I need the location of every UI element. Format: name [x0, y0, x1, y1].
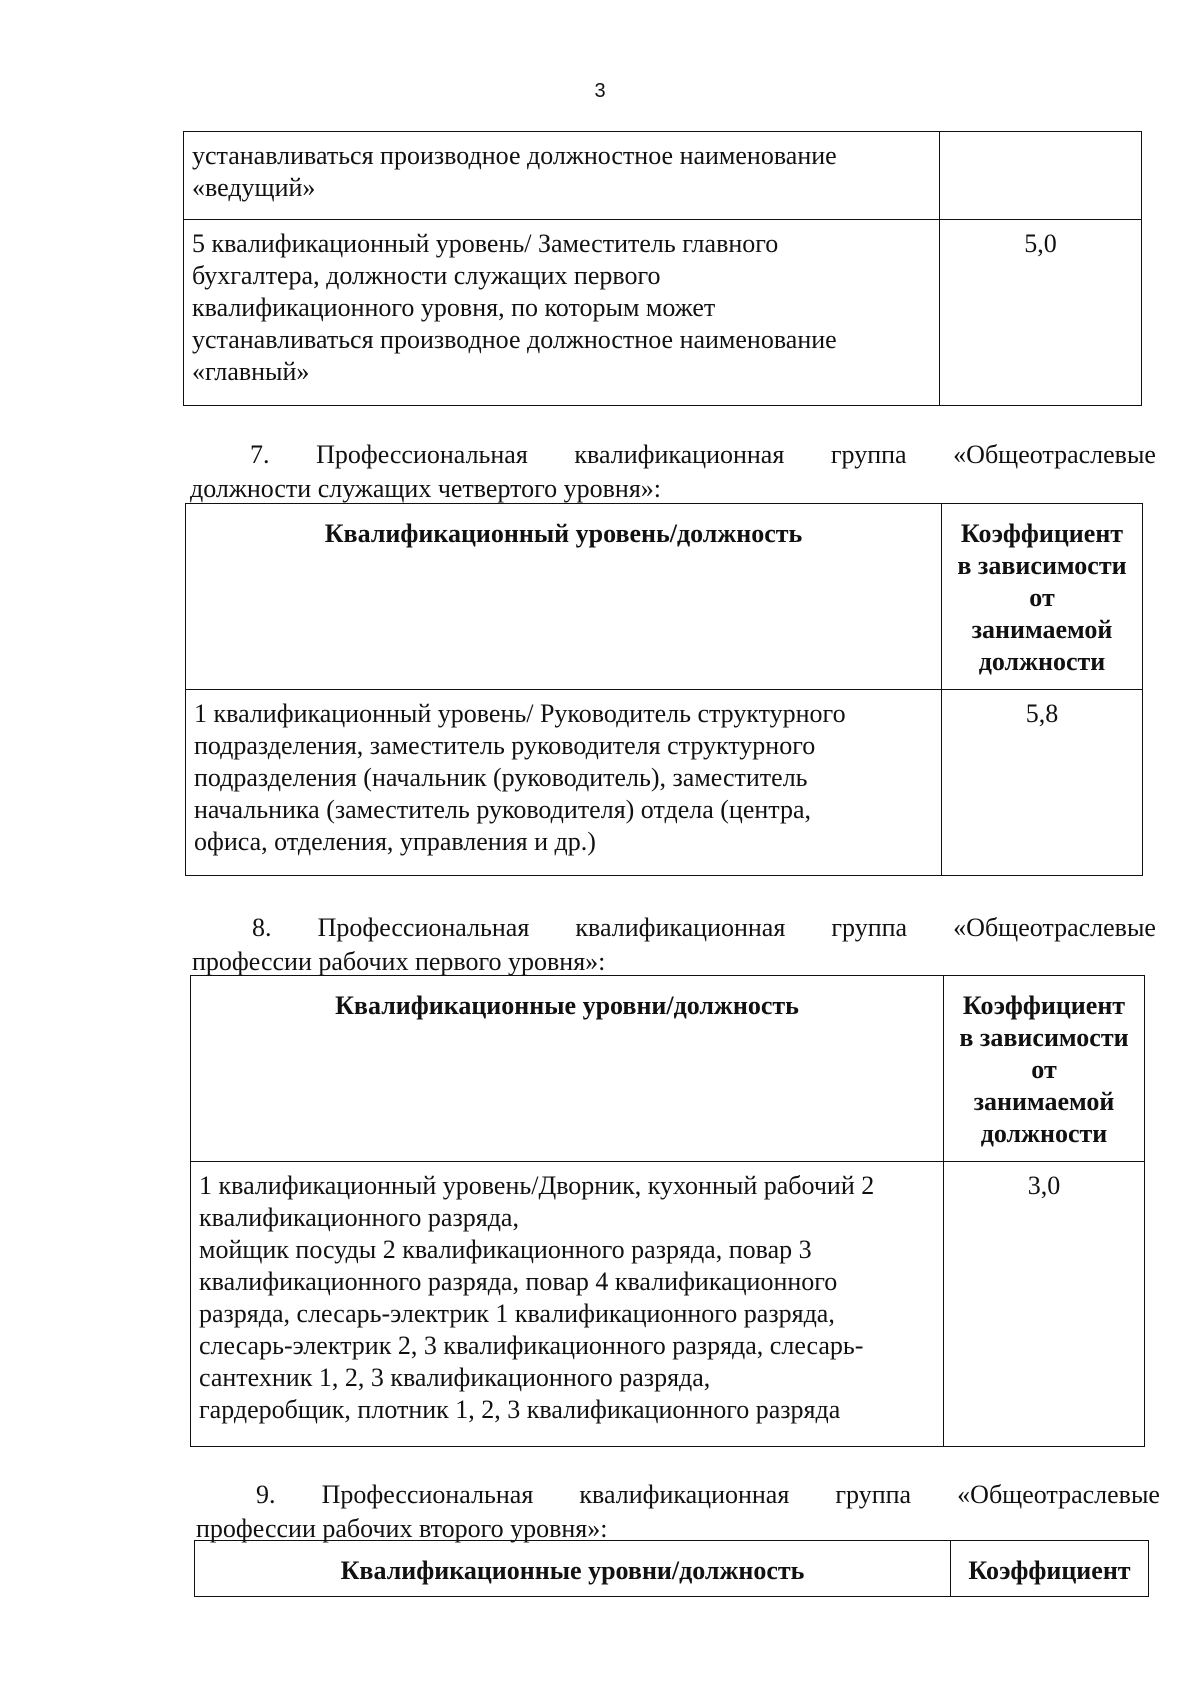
table-row — [191, 1162, 1145, 1447]
table-header-row — [186, 504, 1143, 690]
header-qualification-level: Квалификационные уровни/должность — [195, 1541, 951, 1597]
header-coefficient: Коэффициент в зависимости от занимаемой должности — [942, 504, 1143, 690]
table-row — [184, 132, 1142, 220]
section-8-table — [190, 975, 1145, 1447]
section-8-title: 8. Профессиональная квалификационная группа «Общеотраслевые профессии рабочих первого уровня»: — [192, 913, 1156, 976]
description-cell: 1 квалификационный уровень/Дворник, кухонный рабочий 2 квалификационного разряда, мойщик посуды 2 квалификационного разряда, повар 3 квалификационного разряда, повар 4 квалификационного разряда, слесарь-электрик 1 квалификационного разряда, слесарь-электрик 2, 3 квалификационного разряда, слесарь- сантехник 1, 2, 3 квалификационного разряда, гардеробщик, плотник 1, 2, 3 квалификационного разряда — [191, 1162, 944, 1447]
section-9-title: 9. Профессиональная квалификационная группа «Общеотраслевые профессии рабочих второго уровня»: — [196, 1480, 1160, 1543]
description-cell: устанавливаться производное должностное наименование «ведущий» — [184, 132, 940, 220]
header-qualification-level: Квалификационный уровень/должность — [186, 504, 942, 690]
header-coefficient: Коэффициент — [951, 1541, 1149, 1597]
continuation-table — [183, 131, 1142, 406]
table-header-row — [191, 976, 1145, 1162]
table-row — [186, 690, 1143, 876]
table-header-row — [195, 1541, 1149, 1597]
coefficient-cell: 5,8 — [942, 690, 1143, 876]
coefficient-cell: 3,0 — [944, 1162, 1145, 1447]
coefficient-cell: 5,0 — [940, 220, 1142, 406]
header-qualification-level: Квалификационные уровни/должность — [191, 976, 944, 1162]
section-7-table — [185, 503, 1143, 876]
coefficient-cell — [940, 132, 1142, 220]
description-cell: 5 квалификационный уровень/ Заместитель главного бухгалтера, должности служащих первого квалификационного уровня, по которым может устанавливаться производное должностное наименование «главный» — [184, 220, 940, 406]
table-row — [184, 220, 1142, 406]
description-cell: 1 квалификационный уровень/ Руководитель структурного подразделения, заместитель руководителя структурного подразделения (начальник (руководитель), заместитель начальника (заместитель руководителя) отдела (центра, офиса, отделения, управления и др.) — [186, 690, 942, 876]
page-number: 3 — [594, 80, 606, 102]
section-7-title: 7. Профессиональная квалификационная группа «Общеотраслевые должности служащих четвертого уровня»: — [190, 440, 1156, 503]
header-coefficient: Коэффициент в зависимости от занимаемой должности — [944, 976, 1145, 1162]
section-9-table — [194, 1540, 1149, 1597]
